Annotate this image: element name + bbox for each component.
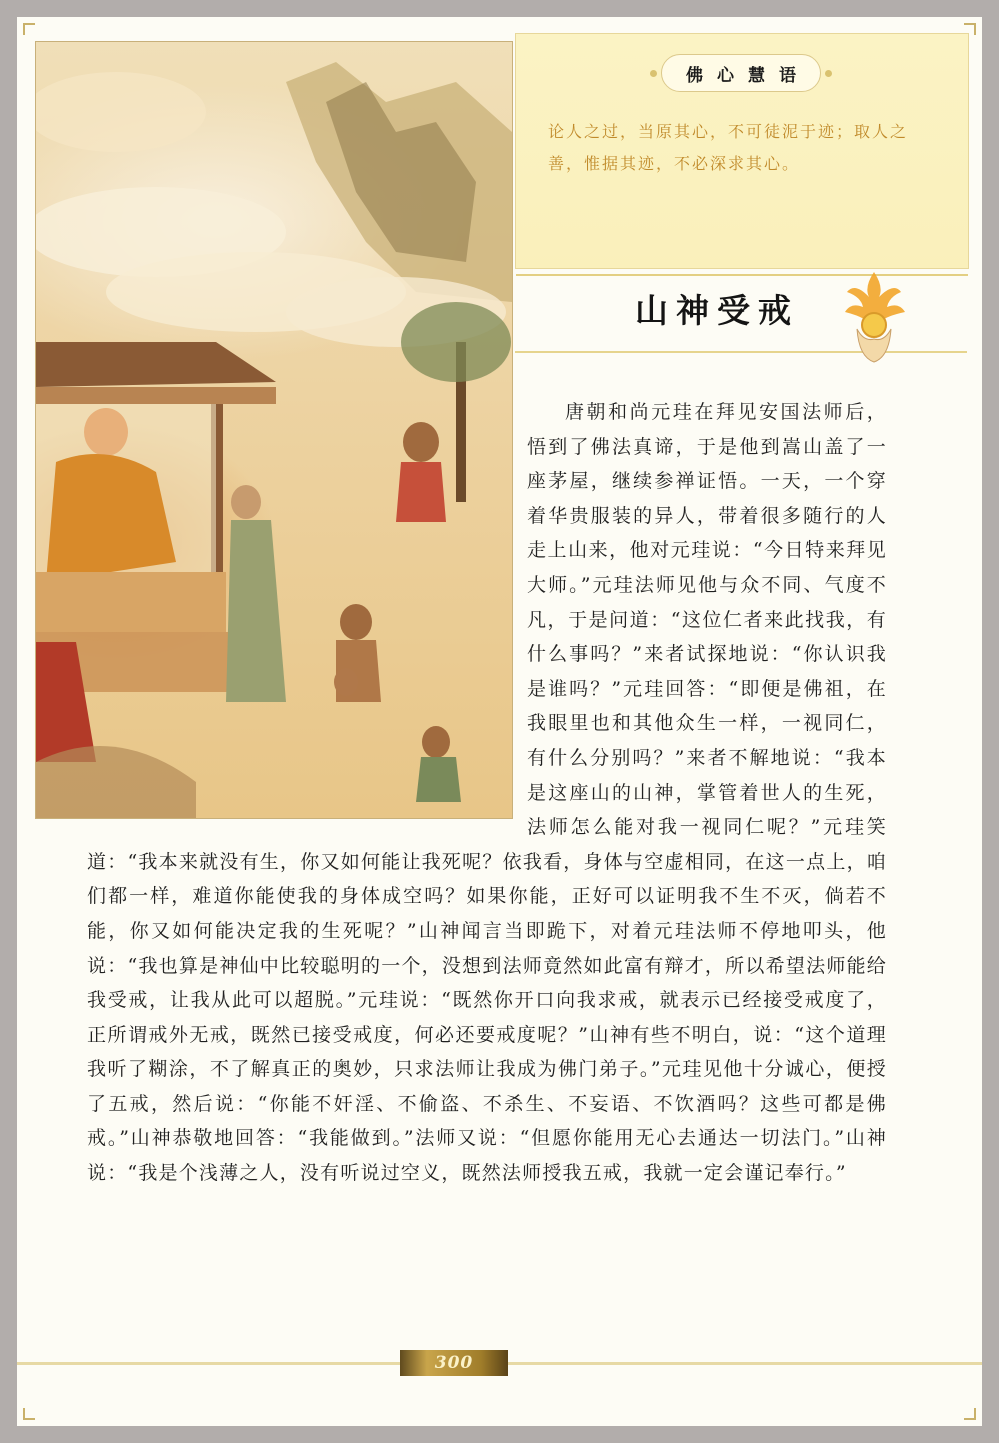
ornament-dot (650, 70, 657, 77)
book-page (17, 17, 982, 1426)
article-title: 山神受戒 (635, 291, 799, 330)
quote-panel (515, 33, 969, 269)
corner-ornament (23, 23, 35, 35)
quote-text: 论人之过，当原其心，不可徒泥于迹；取人之善，惟据其迹，不必深求其心。 (548, 122, 909, 173)
illustration-spacer (87, 395, 527, 831)
article-paragraph: 唐朝和尚元珪在拜见安国法师后，悟到了佛法真谛，于是他到嵩山盖了一座茅屋，继续参禅证悟。一天，一个穿着华贵服装的异人，带着很多随行的人走上山来，他对元珪说：“今日特来拜见大师。”元珪法师见他与众不同、气度不凡，于是问道：“这位仁者来此找我，有什么事吗？”来者试探地说：“你认识我是谁吗？”元珪回答：“即便是佛祖，在我眼里也和其他众生一样，一视同仁，有什么分别吗？”来者不解地说：“我本是这座山的山神，掌管着世人的生死，法师怎么能对我一视同仁呢？”元珪笑道：“我本来就没有生，你又如何能让我死呢？依我看，身体与空虚相同，在这一点上，咱们都一样，难道你能使我的身体成空吗？如果你能，正好可以证明我不生不灭，倘若不能，你又如何能决定我的生死呢？”山神闻言当即跪下，对着元珪法师不停地叩头，他说：“我也算是神仙中比较聪明的一个，没想到法师竟然如此富有辩才，所以希望法师能给我受戒，让我从此可以超脱。”元珪说：“既然你开口向我求戒，就表示已经接受戒度了，正所谓戒外无戒，既然已接受戒度，何必还要戒度呢？”山神有些不明白，说：“这个道理我听了糊涂，不了解真正的奥妙，只求法师让我成为佛门弟子。”元珪见他十分诚心，便授了五戒，然后说：“你能不奸淫、不偷盗、不杀生、不妄语、不饮酒吗？这些可都是佛戒。”山神恭敬地回答：“我能做到。”法师又说：“但愿你能用无心去通达一切法门。”山神说：“我是个浅薄之人，没有听说过空义，既然法师授我五戒，我就一定会谨记奉行。” (87, 401, 887, 1185)
buddha-hand-icon (839, 267, 909, 367)
corner-ornament (964, 1408, 976, 1420)
page-number: 300 (400, 1350, 508, 1376)
corner-ornament (23, 1408, 35, 1420)
section-label (661, 54, 821, 92)
section-label-text: 佛心慧语 (686, 65, 810, 86)
article-body (87, 395, 887, 1295)
ornament-dot (825, 70, 832, 77)
